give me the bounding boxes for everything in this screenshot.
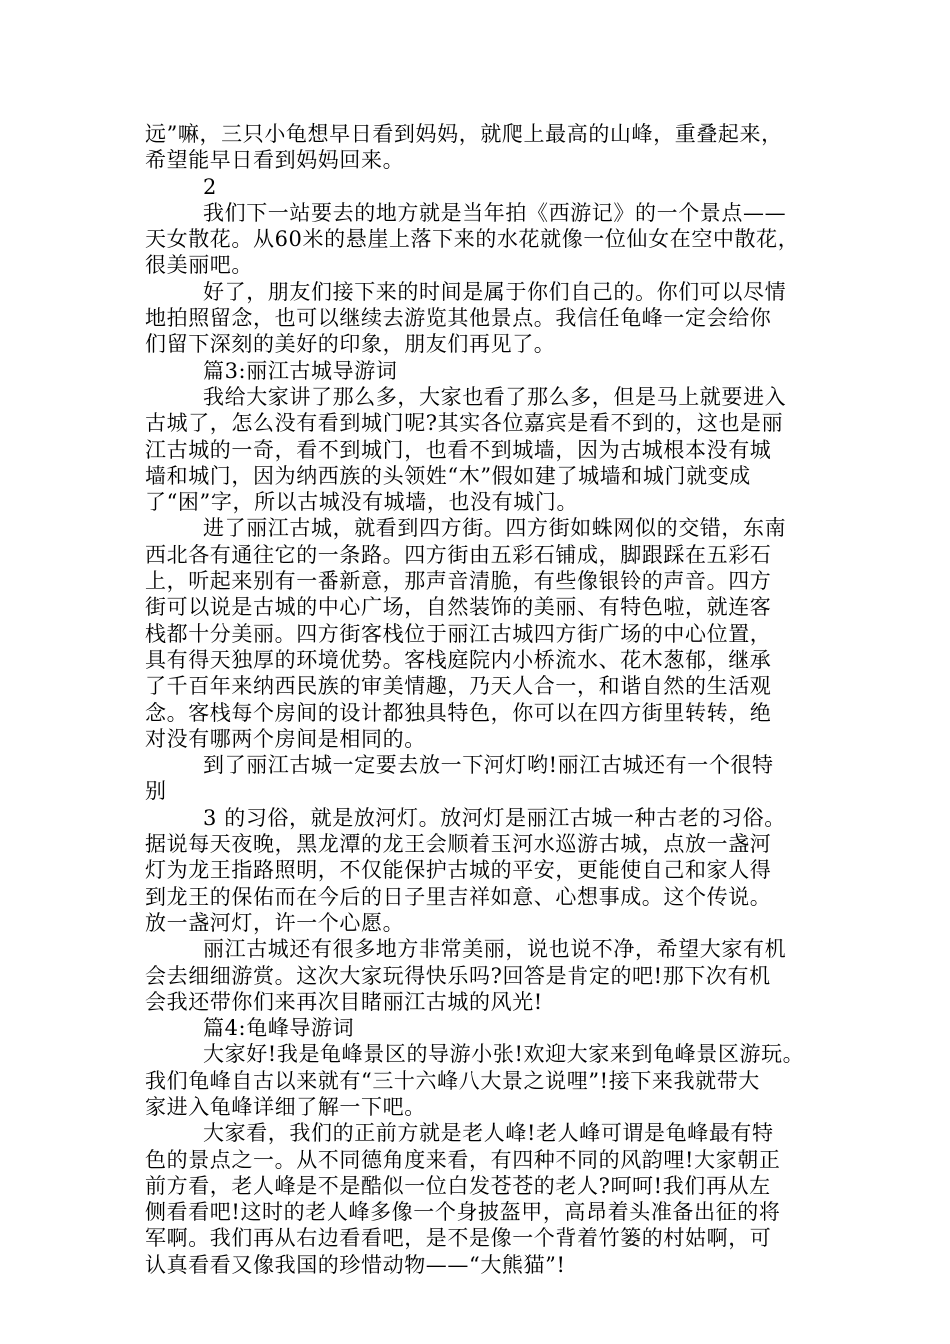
paragraph: [145, 936, 813, 1015]
text-line: 篇4:龟峰导游词: [203, 1016, 355, 1041]
text-line: 远”嘛，三只小龟想早日看到妈妈，就爬上最高的山峰，重叠起来，: [145, 122, 783, 146]
paragraph: [145, 200, 813, 279]
text-line: 篇3:丽江古城导游词: [203, 358, 398, 383]
text-line: 具有得天独厚的环境优势。客栈庭院内小桥流水、花木葱郁，继承: [145, 647, 772, 672]
text-line: 家进入龟峰详细了解一下吧。: [145, 1094, 426, 1119]
paragraph: [145, 174, 813, 200]
text-line: 希望能早日看到妈妈回来。: [145, 148, 405, 173]
text-line: 3 的习俗，就是放河灯。放河灯是丽江古城一种古老的习俗。: [203, 805, 786, 830]
text-line: 对没有哪两个房间是相同的。: [145, 726, 426, 751]
text-line: 前方看，老人峰是不是酷似一位白发苍苍的老人?呵呵!我们再从左: [145, 1173, 771, 1198]
text-line: 了“困”字，所以古城没有城墙，也没有城门。: [145, 490, 579, 515]
paragraph: [145, 358, 813, 384]
text-line: 到了丽江古城一定要去放一下河灯哟!丽江古城还有一个很特: [203, 753, 774, 778]
text-line: 天女散花。从60米的悬崖上落下来的水花就像一位仙女在空中散花，: [145, 227, 800, 252]
text-line: 上，听起来别有一番新意，那声音清脆，有些像银铃的声音。四方: [145, 569, 772, 594]
text-line: 好了，朋友们接下来的时间是属于你们自己的。你们可以尽情: [203, 279, 787, 304]
text-line: 据说每天夜晚，黑龙潭的龙王会顺着玉河水巡游古城，点放一盏河: [145, 832, 772, 857]
text-line: 墙和城门，因为纳西族的头领姓“木”假如建了城墙和城门就变成: [145, 463, 751, 488]
paragraph: [145, 515, 813, 752]
text-line: 很美丽吧。: [145, 253, 253, 278]
text-line: 到龙王的保佑而在今后的日子里吉祥如意、心想事成。这个传说。: [145, 884, 772, 909]
text-line: 们留下深刻的美好的印象，朋友们再见了。: [145, 332, 556, 357]
text-line: 了千百年来纳西民族的审美情趣，乃天人合一，和谐自然的生活观: [145, 674, 772, 699]
text-line: 古城了，怎么没有看到城门呢?其实各位嘉宾是看不到的，这也是丽: [145, 411, 784, 436]
text-line: 会我还带你们来再次目睹丽江古城的风光!: [145, 989, 543, 1014]
paragraph: [145, 805, 813, 936]
text-line: 会去细细游赏。这次大家玩得快乐吗?回答是肯定的吧!那下次有机: [145, 963, 771, 988]
paragraph: [145, 279, 813, 358]
text-line: 我们下一站要去的地方就是当年拍《西游记》的一个景点——: [203, 200, 787, 225]
text-line: 灯为龙王指路照明，不仅能保护古城的平安，更能使自己和家人得: [145, 858, 772, 883]
text-line: 西北各有通往它的一条路。四方街由五彩石铺成，脚跟踩在五彩石: [145, 542, 772, 567]
text-line: 进了丽江古城，就看到四方街。四方街如蛛网似的交错，东南: [203, 516, 787, 541]
paragraph: [145, 1120, 813, 1278]
text-line: 丽江古城还有很多地方非常美丽，说也说不净，希望大家有机: [203, 937, 787, 962]
text-line: 大家看，我们的正前方就是老人峰!老人峰可谓是龟峰最有特: [203, 1121, 774, 1146]
paragraph: [145, 1015, 813, 1041]
text-line: 军啊。我们再从右边看看吧，是不是像一个背着竹篓的村姑啊，可: [145, 1226, 772, 1251]
text-line: 放一盏河灯，许一个心愿。: [145, 910, 405, 935]
text-line: 栈都十分美丽。四方街客栈位于丽江古城四方街广场的中心位置，: [145, 621, 772, 646]
text-line: 色的景点之一。从不同德角度来看，有四种不同的风韵哩!大家朝正: [145, 1147, 781, 1172]
paragraph: [145, 384, 813, 515]
text-line: 我给大家讲了那么多，大家也看了那么多，但是马上就要进入: [203, 384, 787, 409]
paragraph: [145, 1041, 813, 1120]
text-line: 江古城的一奇，看不到城门，也看不到城墙，因为古城根本没有城: [145, 437, 772, 462]
text-line: 2: [203, 174, 217, 199]
text-line: 别: [145, 779, 167, 804]
paragraph: [145, 752, 813, 805]
paragraph: [145, 121, 813, 174]
text-line: 大家好!我是龟峰景区的导游小张!欢迎大家来到龟峰景区游玩。: [203, 1042, 805, 1067]
text-line: 街可以说是古城的中心广场，自然装饰的美丽、有特色啦，就连客: [145, 595, 772, 620]
text-line: 地拍照留念，也可以继续去游览其他景点。我信任龟峰一定会给你: [145, 306, 772, 331]
text-line: 我们龟峰自古以来就有“三十六峰八大景之说哩”!接下来我就带大: [145, 1068, 760, 1093]
text-line: 侧看看吧!这时的老人峰多像一个身披盔甲，高昂着头准备出征的将: [145, 1200, 781, 1225]
text-line: 认真看看又像我国的珍惜动物——“大熊猫”!: [145, 1252, 566, 1277]
text-line: 念。客栈每个房间的设计都独具特色，你可以在四方街里转转，绝: [145, 700, 772, 725]
document-body: [145, 121, 813, 1278]
